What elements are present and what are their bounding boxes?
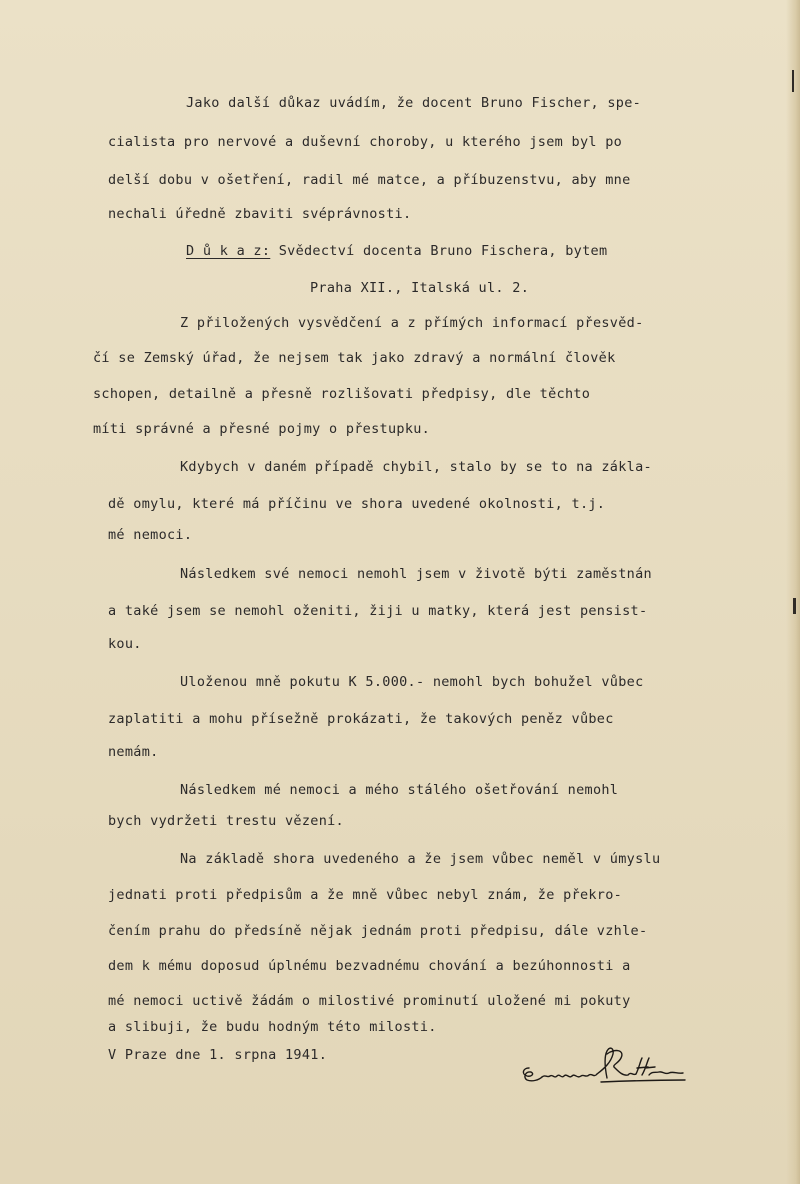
text-line: mé nemoci. — [108, 527, 193, 543]
proof-line — [186, 243, 607, 259]
place-date: V Praze dne 1. srpna 1941. — [108, 1047, 328, 1063]
text-line: bych vydržeti trestu vězení. — [108, 813, 344, 829]
edge-mark — [792, 70, 794, 92]
text-line: Kdybych v daném případě chybil, stalo by se to na zákla- — [180, 459, 652, 475]
text-line: zaplatiti a mohu přísežně prokázati, že takových peněz vůbec — [108, 711, 614, 727]
text-line: Následkem své nemoci nemohl jsem v životě býti zaměstnán — [180, 566, 652, 582]
text-line: míti správné a přesné pojmy o přestupku. — [93, 421, 431, 437]
text-line: Uloženou mně pokutu K 5.000.- nemohl bych bohužel vůbec — [180, 674, 644, 690]
text-line: nemám. — [108, 744, 159, 760]
text-line: dě omylu, které má příčinu ve shora uvedené okolnosti, t.j. — [108, 496, 606, 512]
proof-text: Svědectví docenta Bruno Fischera, bytem — [270, 243, 608, 259]
text-line: kou. — [108, 636, 142, 652]
text-line: a také jsem se nemohl oženiti, žiji u matky, která jest pensist- — [108, 603, 648, 619]
handwritten-signature — [515, 1038, 695, 1098]
text-line: mé nemoci uctivě žádám o milostivé prominutí uložené mi pokuty — [108, 993, 631, 1009]
text-line: Jako další důkaz uvádím, že docent Bruno Fischer, spe- — [186, 95, 642, 111]
text-line: čí se Zemský úřad, že nejsem tak jako zdravý a normální člověk — [93, 350, 616, 366]
text-line: schopen, detailně a přesně rozlišovati předpisy, dle těchto — [93, 386, 591, 402]
text-line: čením prahu do předsíně nějak jednám proti předpisu, dále vzhle- — [108, 923, 648, 939]
paper-edge-shadow — [786, 0, 800, 1184]
text-line: nechali úředně zbaviti svéprávnosti. — [108, 206, 412, 222]
text-line: jednati proti předpisům a že mně vůbec nebyl znám, že překro- — [108, 887, 623, 903]
text-line: dem k mému doposud úplnému bezvadnému chování a bezúhonnosti a — [108, 958, 631, 974]
text-line: delší dobu v ošetření, radil mé matce, a příbuzenstvu, aby mne — [108, 172, 631, 188]
text-line: Na základě shora uvedeného a že jsem vůbec neměl v úmyslu — [180, 851, 661, 867]
proof-label: D ů k a z: — [186, 243, 271, 259]
text-line: Následkem mé nemoci a mého stálého ošetřování nemohl — [180, 782, 619, 798]
text-line: cialista pro nervové a duševní choroby, u kterého jsem byl po — [108, 134, 623, 150]
text-line: a slibuji, že budu hodným této milosti. — [108, 1019, 437, 1035]
text-line: Z přiložených vysvědčení a z přímých informací přesvěd- — [180, 315, 644, 331]
text-line: Praha XII., Italská ul. 2. — [310, 280, 530, 296]
edge-mark — [793, 598, 796, 614]
